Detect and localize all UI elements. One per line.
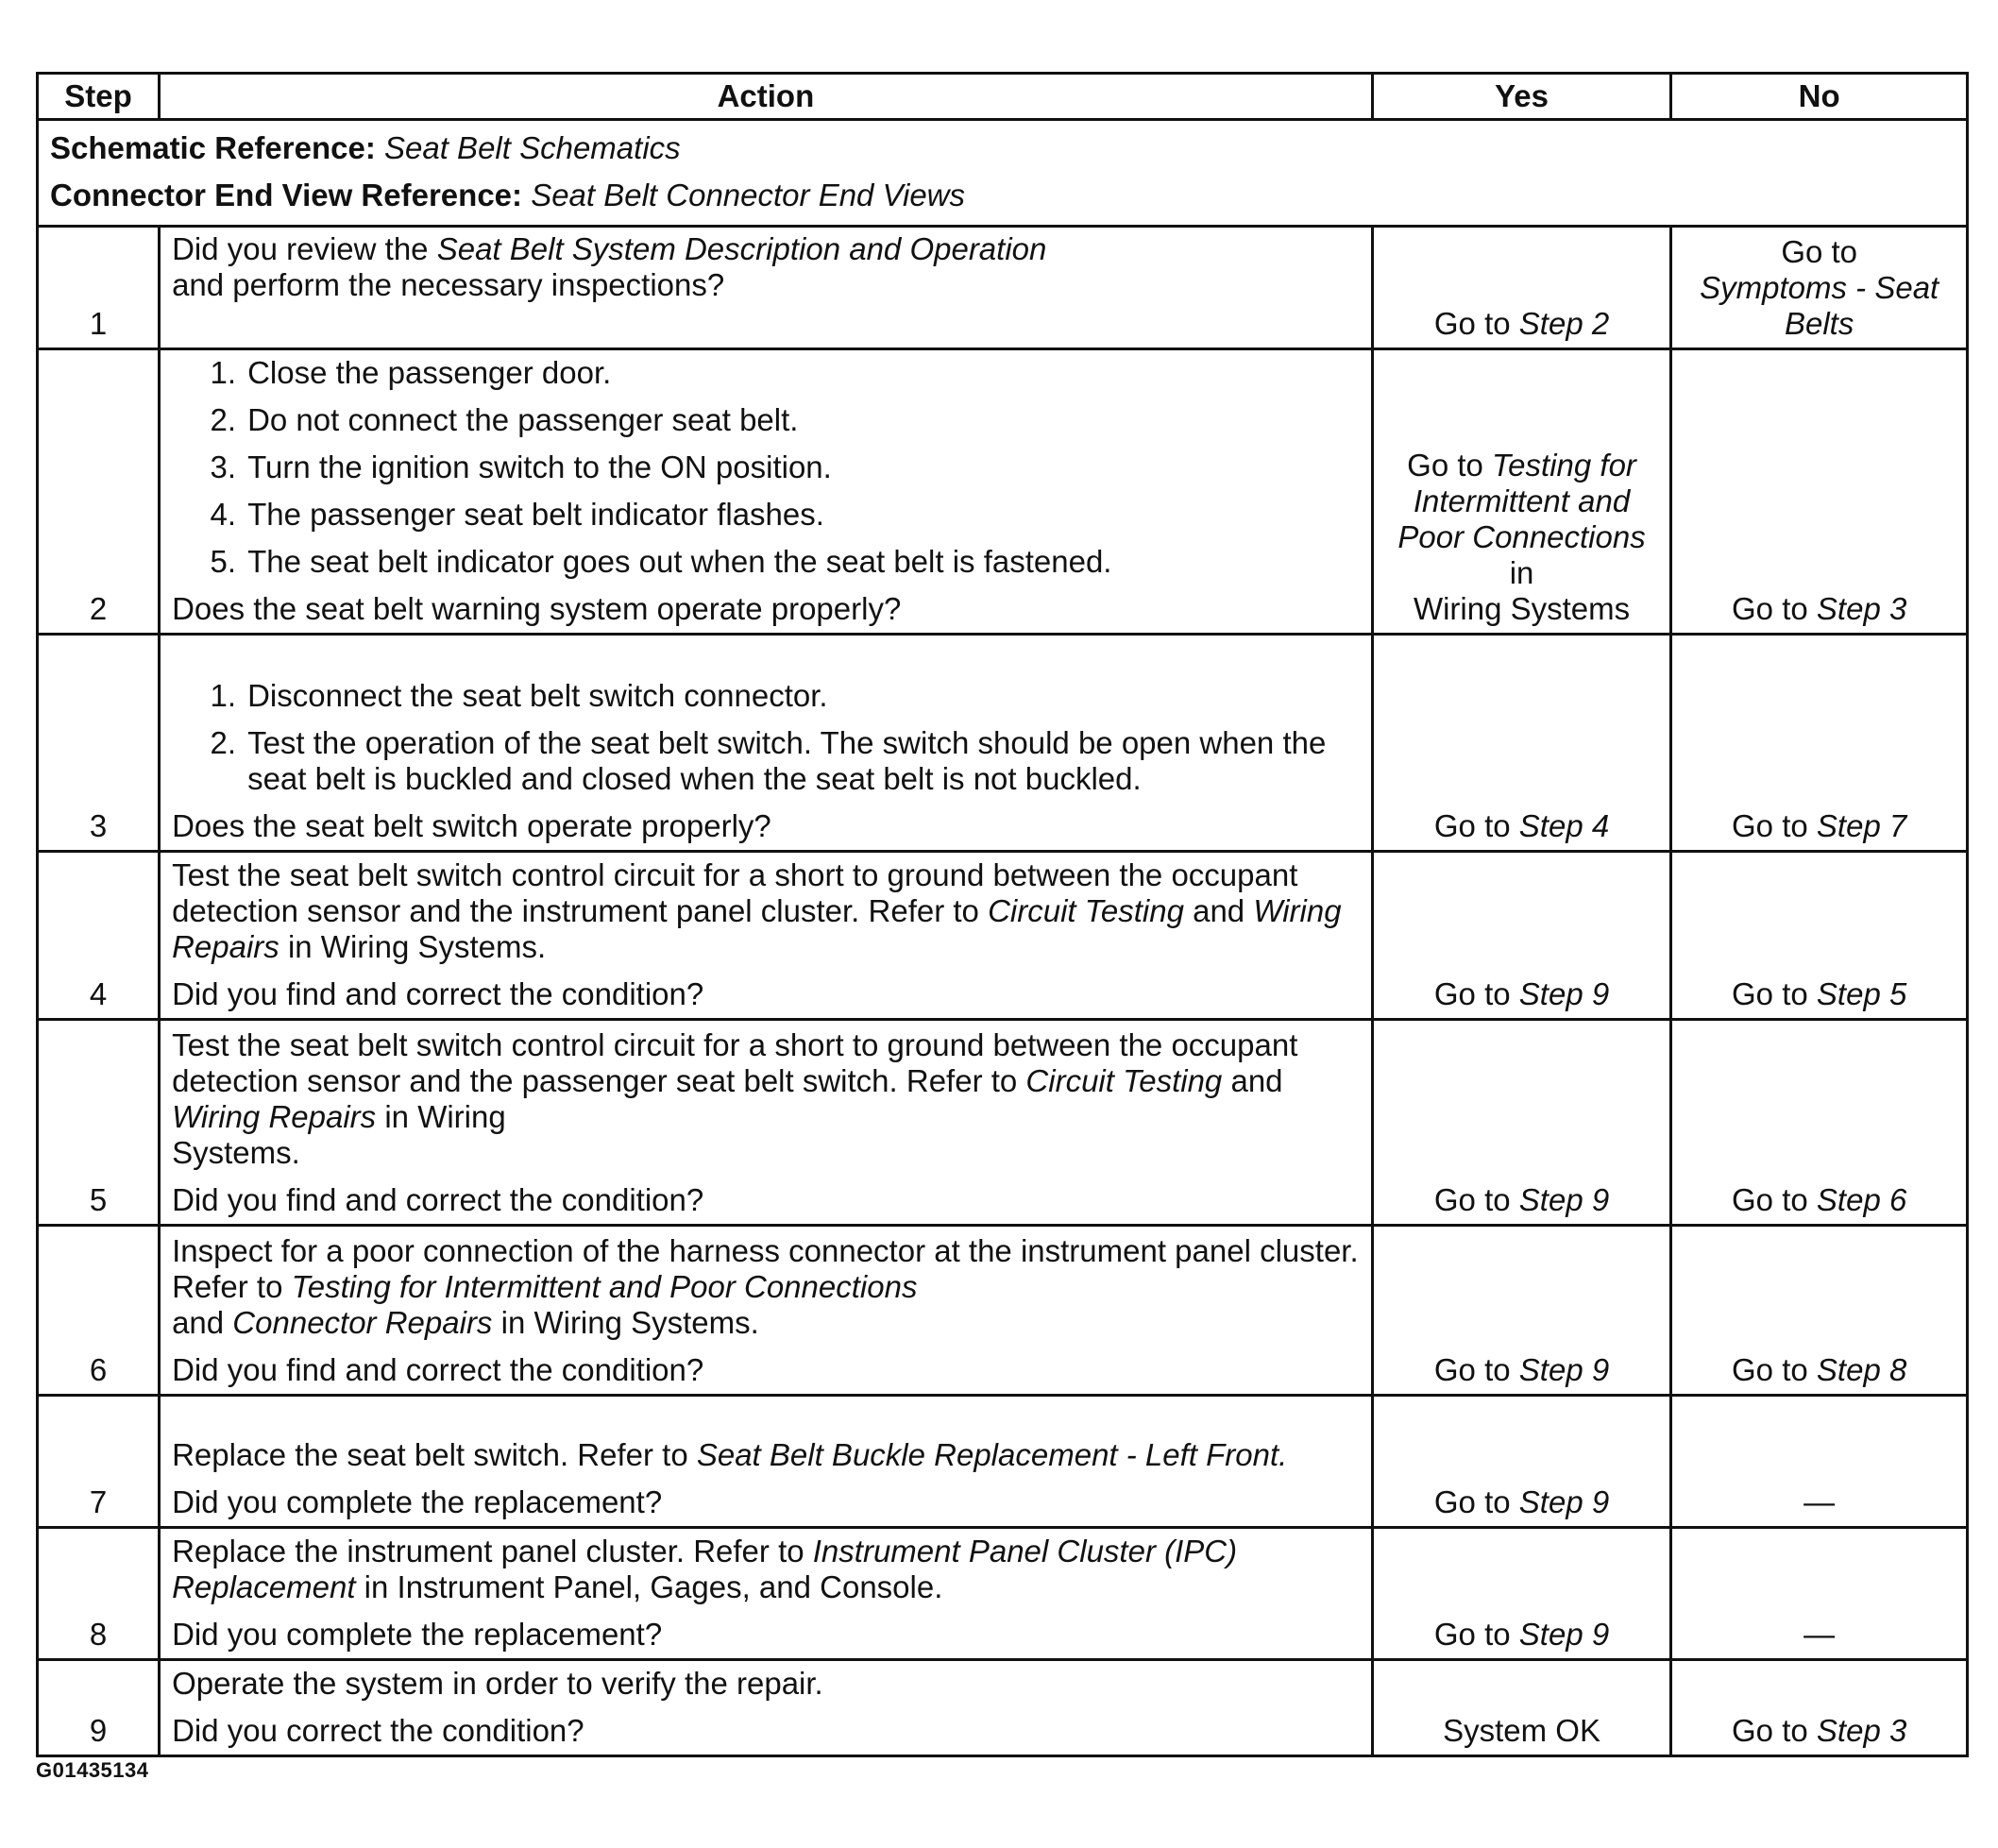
- yes-cell: Go to Step 2: [1372, 227, 1671, 349]
- table-row: [38, 1396, 1968, 1528]
- action-ref-link[interactable]: Wiring Repairs: [172, 1099, 377, 1134]
- action-ref-link[interactable]: Connector Repairs: [232, 1305, 493, 1340]
- no-cell: Go to Step 7: [1671, 635, 1968, 852]
- yes-cell: Go to Step 9: [1372, 852, 1671, 1020]
- table-row: [38, 1660, 1968, 1756]
- list-item: 1. Close the passenger door.: [210, 355, 612, 390]
- yes-cell: Go to Testing for Intermittent and Poor Connections in Wiring Systems: [1372, 349, 1671, 635]
- action-ref-link[interactable]: Testing for Intermittent and Poor Connections: [291, 1269, 918, 1304]
- yes-cell: Go to Step 9: [1372, 1020, 1671, 1226]
- table-row: [38, 1226, 1968, 1396]
- action-cell: [160, 1020, 1373, 1226]
- substep-list: [172, 678, 1360, 797]
- yes-cell: Go to Step 9: [1372, 1528, 1671, 1660]
- action-ref-link[interactable]: Wiring Repairs: [172, 893, 1342, 964]
- header-step: Step: [38, 74, 160, 120]
- action-text: Operate the system in order to verify the repair.: [172, 1666, 823, 1701]
- action-text: Did you review the Seat Belt System Description and Operation and perform the necessary inspections?: [172, 231, 1047, 302]
- yes-cell: Go to Step 9: [1372, 1226, 1671, 1396]
- yes-cell: Go to Step 9: [1372, 1396, 1671, 1528]
- no-cell: —: [1671, 1528, 1968, 1660]
- action-cell: [160, 1226, 1373, 1396]
- no-cell: Go to Step 5: [1671, 852, 1968, 1020]
- step-number: 9: [38, 1660, 160, 1756]
- table-row: [38, 1528, 1968, 1660]
- action-text: Replace the seat belt switch. Refer to Seat Belt Buckle Replacement - Left Front.: [172, 1437, 1288, 1472]
- action-question: Does the seat belt switch operate properly?: [172, 808, 771, 843]
- no-cell: —: [1671, 1396, 1968, 1528]
- list-item: 3. Turn the ignition switch to the ON position.: [210, 449, 832, 484]
- action-ref-link[interactable]: Seat Belt Buckle Replacement - Left Front.: [696, 1437, 1288, 1472]
- connector-reference-link[interactable]: Seat Belt Connector End Views: [531, 178, 966, 212]
- substep-list: [172, 355, 1360, 580]
- step-number: 3: [38, 635, 160, 852]
- diagnostic-table: [36, 72, 1969, 1757]
- table-row: [38, 1020, 1968, 1226]
- figure-id: G01435134: [36, 1758, 149, 1782]
- action-question: Does the seat belt warning system operate properly?: [172, 591, 902, 626]
- no-cell: Go to Step 6: [1671, 1020, 1968, 1226]
- no-cell: Go to Step 3: [1671, 1660, 1968, 1756]
- step-number: 5: [38, 1020, 160, 1226]
- action-cell: [160, 1660, 1373, 1756]
- step-number: 4: [38, 852, 160, 1020]
- header-yes: Yes: [1372, 74, 1671, 120]
- action-question: Did you find and correct the condition?: [172, 976, 704, 1011]
- action-question: Did you find and correct the condition?: [172, 1352, 704, 1387]
- list-item: 4. The passenger seat belt indicator flashes.: [210, 497, 824, 532]
- action-ref-link[interactable]: Circuit Testing: [1025, 1063, 1223, 1098]
- list-item: 2. Test the operation of the seat belt switch. The switch should be open when the seat belt is buckled and closed when the seat belt is not buckled.: [210, 725, 1327, 796]
- yes-cell: System OK: [1372, 1660, 1671, 1756]
- action-cell: [160, 852, 1373, 1020]
- no-cell: Go to Symptoms - Seat Belts: [1671, 227, 1968, 349]
- yes-ref-link[interactable]: Testing for Intermittent and Poor Connections: [1397, 448, 1646, 554]
- connector-reference: [50, 172, 1955, 219]
- action-ref-link[interactable]: Circuit Testing: [988, 893, 1184, 928]
- yes-ref-link[interactable]: Step 9: [1518, 1182, 1610, 1217]
- no-ref-link[interactable]: Step 3: [1816, 1713, 1907, 1748]
- action-cell: [160, 227, 1373, 349]
- step-number: 6: [38, 1226, 160, 1396]
- yes-ref-link[interactable]: Step 9: [1518, 1484, 1610, 1519]
- header-row: [38, 74, 1968, 120]
- table-row: [38, 227, 1968, 349]
- yes-ref-link[interactable]: Step 2: [1518, 306, 1610, 341]
- action-cell: [160, 349, 1373, 635]
- action-text: Replace the instrument panel cluster. Refer to Instrument Panel Cluster (IPC) Replacement in Instrument Panel, Gages, and Console.: [172, 1534, 1238, 1604]
- table-row: [38, 852, 1968, 1020]
- list-item: 5. The seat belt indicator goes out when the seat belt is fastened.: [210, 544, 1112, 579]
- no-ref-link[interactable]: Step 6: [1816, 1182, 1907, 1217]
- action-cell: [160, 1528, 1373, 1660]
- no-ref-link[interactable]: Step 3: [1816, 591, 1907, 626]
- step-number: 1: [38, 227, 160, 349]
- schematic-reference-label: Schematic Reference:: [50, 130, 376, 165]
- header-no: No: [1671, 74, 1968, 120]
- no-ref-link[interactable]: Step 7: [1816, 808, 1907, 843]
- action-ref-link[interactable]: Seat Belt System Description and Operation: [436, 231, 1047, 266]
- table-row: [38, 635, 1968, 852]
- step-number: 2: [38, 349, 160, 635]
- list-item: 2. Do not connect the passenger seat belt.: [210, 402, 799, 437]
- action-ref-link[interactable]: Instrument Panel Cluster (IPC) Replacement: [172, 1534, 1238, 1604]
- action-question: Did you correct the condition?: [172, 1713, 584, 1748]
- yes-ref-link[interactable]: Step 9: [1518, 1352, 1610, 1387]
- no-cell: Go to Step 3: [1671, 349, 1968, 635]
- action-text: Test the seat belt switch control circuit for a short to ground between the occupant detection sensor and the instrument panel cluster. Refer to Circuit Testing and Wiring Repairs in Wiring Systems.: [172, 857, 1342, 964]
- action-cell: [160, 635, 1373, 852]
- action-question: Did you find and correct the condition?: [172, 1182, 704, 1217]
- action-text: Inspect for a poor connection of the harness connector at the instrument panel cluster. Refer to Testing for Intermittent and Poor Connections and Connector Repairs in Wiring Systems.: [172, 1233, 1359, 1340]
- yes-ref-link[interactable]: Step 4: [1518, 808, 1610, 843]
- action-text: Test the seat belt switch control circuit for a short to ground between the occupant detection sensor and the passenger seat belt switch. Refer to Circuit Testing and Wiring Repairs in Wiring Systems.: [172, 1027, 1298, 1170]
- references-row: [38, 120, 1968, 227]
- table-row: [38, 349, 1968, 635]
- yes-cell: Go to Step 4: [1372, 635, 1671, 852]
- schematic-reference-link[interactable]: Seat Belt Schematics: [384, 130, 681, 165]
- step-number: 7: [38, 1396, 160, 1528]
- action-question: Did you complete the replacement?: [172, 1484, 663, 1519]
- action-question: Did you complete the replacement?: [172, 1617, 663, 1652]
- no-ref-link[interactable]: Step 5: [1816, 976, 1907, 1011]
- yes-ref-link[interactable]: Step 9: [1518, 976, 1610, 1011]
- no-cell: Go to Step 8: [1671, 1226, 1968, 1396]
- schematic-reference: [50, 125, 1955, 172]
- no-ref-link[interactable]: Symptoms - Seat Belts: [1700, 270, 1939, 341]
- step-number: 8: [38, 1528, 160, 1660]
- action-cell: [160, 1396, 1373, 1528]
- references-cell: [38, 120, 1968, 227]
- yes-ref-link[interactable]: Step 9: [1518, 1617, 1610, 1652]
- connector-reference-label: Connector End View Reference:: [50, 178, 523, 212]
- list-item: 1. Disconnect the seat belt switch connector.: [210, 678, 828, 713]
- no-ref-link[interactable]: Step 8: [1816, 1352, 1907, 1387]
- header-action: Action: [160, 74, 1373, 120]
